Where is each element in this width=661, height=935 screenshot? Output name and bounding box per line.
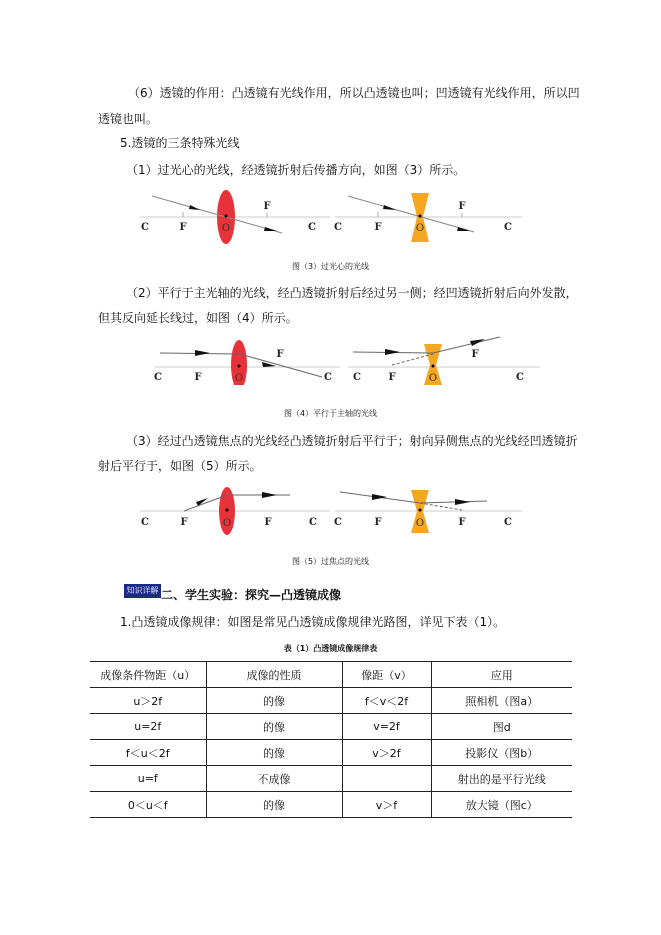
- label-o: O: [428, 373, 438, 384]
- paragraph-lens-function: （6）透镜的作用：凸透镜有光线作用，所以凸透镜也叫；凹透镜有光线作用，所以凹: [128, 86, 580, 100]
- label-c: C: [154, 372, 162, 383]
- paragraph-ray-3: （3）经过凸透镜焦点的光线经凸透镜折射后平行于；射向异侧焦点的光线经凹透镜折: [126, 434, 578, 448]
- label-c: C: [309, 517, 317, 528]
- label-c: C: [504, 222, 512, 233]
- label-f: F: [180, 517, 188, 528]
- table-cell: 0＜u＜f: [90, 792, 206, 818]
- label-c: C: [516, 372, 524, 383]
- header-cell: 成像的性质: [206, 662, 342, 688]
- header-cell: 应用: [431, 662, 572, 688]
- table-cell: [342, 766, 431, 792]
- caption-figure-5: 图（5）过焦点的光线: [291, 557, 370, 566]
- label-o: O: [415, 518, 425, 529]
- figure-3-optical-center: [0, 185, 661, 245]
- label-f: F: [374, 517, 382, 528]
- label-f: F: [458, 201, 466, 212]
- label-f: F: [179, 222, 187, 233]
- label-o: O: [222, 518, 232, 529]
- label-f: F: [276, 349, 284, 360]
- table-row: [90, 688, 572, 714]
- label-c: C: [141, 222, 149, 233]
- table-cell: 放大镜（图c）: [431, 792, 572, 818]
- figure-4-parallel-ray: [0, 335, 661, 385]
- table-cell: f＜v＜2f: [342, 688, 431, 714]
- table-cell: 的像: [206, 792, 342, 818]
- label-f: F: [263, 201, 271, 212]
- table-header-row: [90, 662, 572, 688]
- knowledge-badge: 知识详解: [124, 584, 161, 598]
- paragraph-ray-1: （1）过光心的光线，经透镜折射后传播方向，如图（3）所示。: [126, 163, 466, 177]
- paragraph-ray-2-cont: 但其反向延长线过，如图（4）所示。: [98, 311, 298, 325]
- caption-figure-4: 图（4）平行于主轴的光线: [283, 409, 378, 418]
- paragraph-imaging-rule: 1.凸透镜成像规律：如图是常见凸透镜成像规律光路图，详见下表（1）。: [120, 615, 506, 629]
- table-cell: u=2f: [90, 714, 206, 740]
- table-cell: v＞2f: [342, 740, 431, 766]
- label-c: C: [308, 222, 316, 233]
- label-f: F: [388, 372, 396, 383]
- label-o: O: [415, 223, 425, 234]
- table-cell: 的像: [206, 740, 342, 766]
- paragraph-ray-2: （2）平行于主光轴的光线，经凸透镜折射后经过另一侧；经凹透镜折射后向外发散，: [126, 286, 578, 300]
- heading-special-rays: 5.透镜的三条特殊光线: [120, 136, 240, 150]
- table-cell: 射出的是平行光线: [431, 766, 572, 792]
- table-cell: v=2f: [342, 714, 431, 740]
- label-f: F: [458, 517, 466, 528]
- label-c: C: [334, 222, 342, 233]
- imaging-rules-table: [90, 661, 572, 818]
- section-heading: 二、学生实验：探究—凸透镜成像: [161, 588, 342, 602]
- label-f: F: [374, 222, 382, 233]
- table-cell: u＞2f: [90, 688, 206, 714]
- table-cell: 投影仪（图b）: [431, 740, 572, 766]
- table-cell: u=f: [90, 766, 206, 792]
- header-cell: 成像条件物距（u）: [90, 662, 206, 688]
- table-cell: 图d: [431, 714, 572, 740]
- label-c: C: [353, 372, 361, 383]
- table-row: [90, 740, 572, 766]
- table-row: [90, 792, 572, 818]
- label-f: F: [194, 372, 202, 383]
- figure-5-focal-ray: [0, 485, 661, 535]
- label-c: C: [334, 517, 342, 528]
- label-c: C: [141, 517, 149, 528]
- label-o: O: [234, 373, 244, 384]
- header-cell: 像距（v）: [342, 662, 431, 688]
- label-c: C: [504, 517, 512, 528]
- label-c: C: [324, 372, 332, 383]
- label-o: O: [221, 223, 231, 234]
- table-cell: 不成像: [206, 766, 342, 792]
- table-row: [90, 766, 572, 792]
- paragraph-lens-function-cont: 透镜也叫。: [98, 112, 159, 126]
- table-cell: 照相机（图a）: [431, 688, 572, 714]
- table-cell: v＞f: [342, 792, 431, 818]
- caption-figure-3: 图（3）过光心的光线: [291, 262, 370, 271]
- table-cell: 的像: [206, 688, 342, 714]
- table-cell: 的像: [206, 714, 342, 740]
- table-title: 表（1）凸透镜成像规律表: [283, 644, 378, 653]
- label-f: F: [264, 517, 272, 528]
- label-f: F: [471, 349, 479, 360]
- table-row: [90, 714, 572, 740]
- paragraph-ray-3-cont: 射后平行于，如图（5）所示。: [98, 459, 262, 473]
- table-cell: f＜u＜2f: [90, 740, 206, 766]
